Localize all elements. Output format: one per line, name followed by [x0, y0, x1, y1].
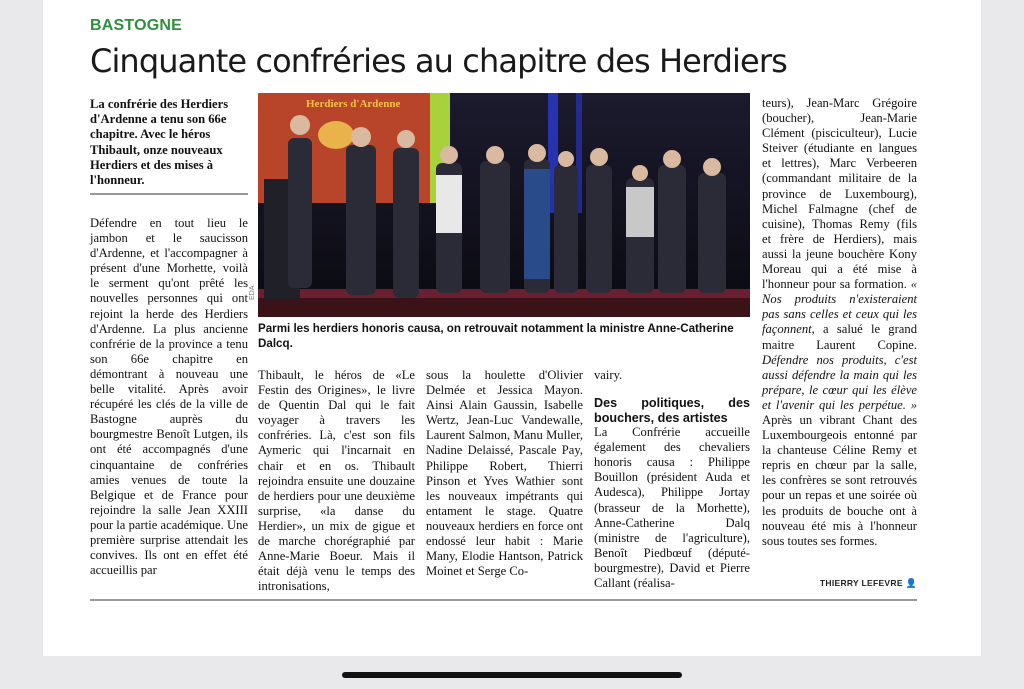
- banner-text: Herdiers d'Ardenne: [306, 98, 401, 110]
- column-4-start: vairy.: [594, 368, 623, 382]
- article-column-2: [258, 368, 415, 594]
- quote-part-2: Défendre nos produits, c'est aussi défendre la main qui les prépare, le cœur qui les élève et l'avenir qui les perpétue. »: [762, 352, 917, 412]
- newspaper-page: [43, 0, 981, 656]
- column-3-text: sous la houlette d'Olivier Delmée et Jessica Mayon. Ainsi Alain Gaussin, Isabelle Wertz, Jean-Luc Vandewalle, Laurent Salmon, Manu Muller, Nadine Delaissé, Pascale Pay, Philippe Robert, Thierri Pinson et Yves Wathier sont les nouveaux impétrants qui entament le stage. Quatre nouveaux herdiers en force ont endossé leur habit : Marie Many, Elodie Hantson, Patrick Moinet et Serge Co-: [426, 368, 583, 579]
- quote-part-1: « Nos produits n'existeraient pas sans celles et ceux qui les façonnent: [762, 277, 917, 337]
- photo-credit: EDA: [249, 285, 256, 300]
- article-column-5: [762, 96, 917, 549]
- column-4-text: La Confrérie accueille également des chevaliers honoris causa : Philippe Bouillon (président Auda et Audesca), Philippe Jortay (brasseur de la Morhette), Anne-Catherine Dalq (ministre de l'agriculture), Benoît Piedbœuf (député-bourgmestre), David et Pierre Callant (réalisa-: [594, 425, 750, 591]
- section-subhead: Des politiques, des bouchers, des artistes: [594, 396, 750, 425]
- article-column-1: [90, 216, 248, 578]
- column-5-start: teurs), Jean-Marc Grégoire (boucher), Jean-Marie Clément (pisciculteur), Lucie Steiver (étudiante en langues et lettres), Marc Verbeeren (commandant militaire de la province de Luxembourg), Michel Falmagne (chef de cuisine), Thomas Remy (fils et frère de Herdiers), mais aussi la jeune bouchère Kony Moreau qui a été mise à l'honneur pour sa formation.: [762, 96, 917, 292]
- lead-divider: [90, 193, 248, 195]
- column-1-text: Défendre en tout lieu le jambon et le saucisson d'Ardenne, et l'accompagner à présent d'une Morhette, voilà le serment qu'ont prêté les nouvelles personnes qui ont rejoint la herde des Herdiers d'Ardenne. La plus ancienne confrérie de la province a tenu son 66e chapitre en démontrant à nouveau une belle vitalité. Après avoir récupéré les clés de la ville de Bastogne auprès du bourgmestre Benoît Lutgen, ils ont été accompagnés d'une cinquantaine de confréries amies venues de toute la Belgique et de France pour rejoindre la salle Jean XXIII pour la partie académique. Une première surprise attendait les convives. Ils ont en effet été accueillis par: [90, 216, 248, 578]
- quote-attribution: , a salué le grand maitre Laurent Copine.: [762, 322, 917, 352]
- home-indicator[interactable]: [342, 672, 682, 678]
- byline-name: THIERRY LEFEVRE: [819, 578, 903, 588]
- person-icon: 👤: [905, 578, 917, 588]
- article-photo: [258, 93, 750, 317]
- article-headline: Cinquante confréries au chapitre des Herdiers: [90, 42, 787, 80]
- column-5-end: Après un vibrant Chant des Luxembourgeois entonné par la chanteuse Céline Remy et repris en chœur par la salle, les confrères se sont retrouvés pour un repas et une soirée où les produits de bouche ont à nouveau été mis à l'honneur sous toutes ses formes.: [762, 412, 917, 548]
- photo-caption: Parmi les herdiers honoris causa, on retrouvait notamment la ministre Anne-Catherine Dalcq.: [258, 322, 734, 350]
- article-bottom-rule: [90, 599, 917, 601]
- byline: [763, 578, 917, 589]
- article-column-3: [426, 368, 583, 579]
- article-column-4: [594, 368, 750, 591]
- group-photo-illustration: [258, 93, 750, 317]
- article-lead: La confrérie des Herdiers d'Ardenne a tenu son 66e chapitre. Avec le héros Thibault, onze nouveaux Herdiers et des mises à l'honneur.: [90, 97, 229, 188]
- section-kicker: BASTOGNE: [90, 17, 182, 34]
- column-2-text: Thibault, le héros de «Le Festin des Origines», le livre de Quentin Dal qui le fait voyager à travers les confréries. Là, c'est son fils Aymeric qui l'incarnait en chair et en os. Thibault rejoindra ensuite une douzaine de herdiers pour une deuxième surprise, «la danse du Herdier», un mix de gigue et de marche chorégraphié par Anne-Marie Boeur. Mais il était déjà venu le temps des intronisations,: [258, 368, 415, 594]
